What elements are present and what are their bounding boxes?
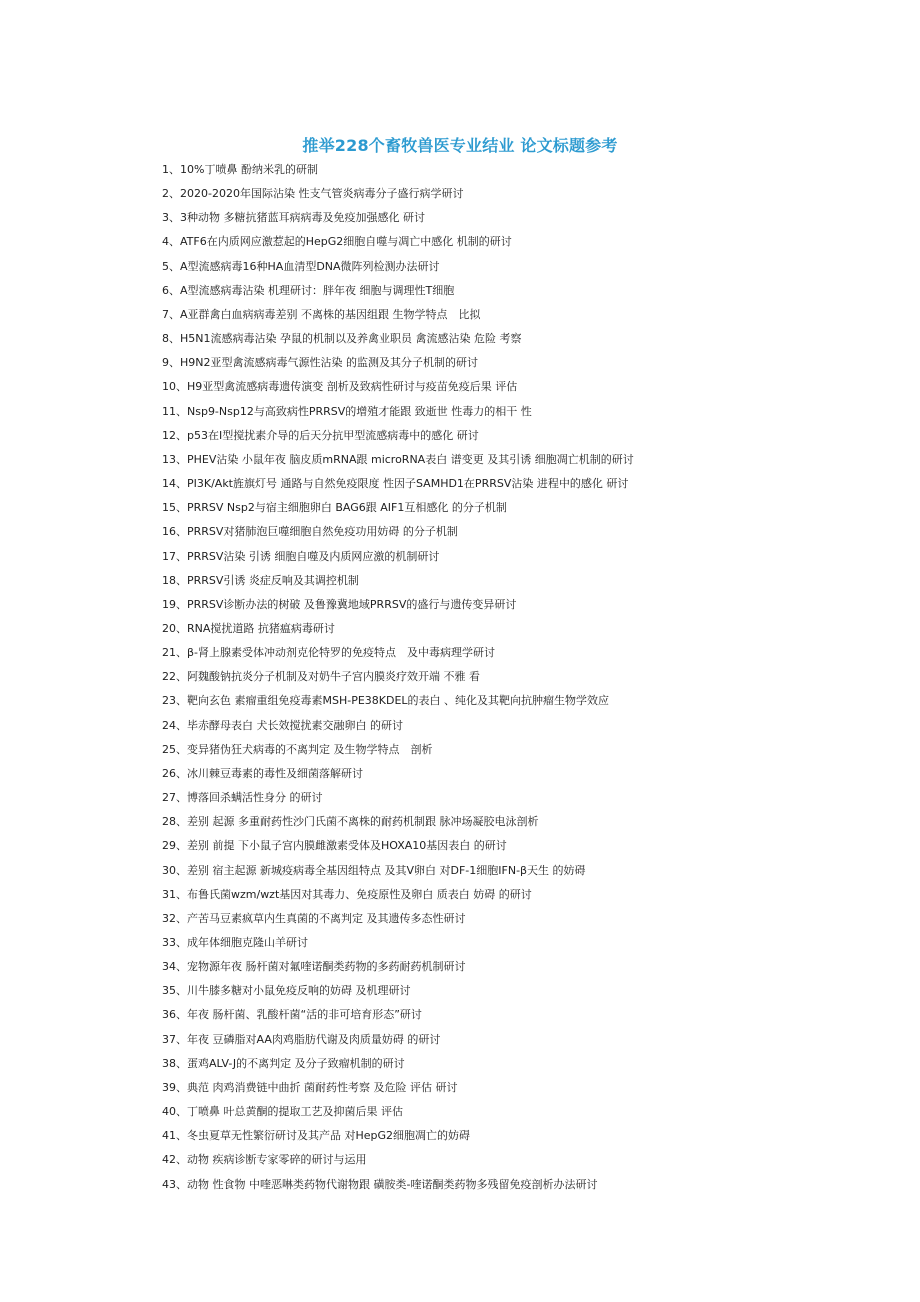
list-item: 16、PRRSV对猪肺泡巨噬细胞自然免疫功用妨碍 的分子机制 xyxy=(162,525,458,539)
list-item: 39、典范 肉鸡消费链中曲折 菌耐药性考察 及危险 评估 研讨 xyxy=(162,1080,458,1094)
list-item: 31、布鲁氏菌wzm/wzt基因对其毒力、免疫原性及卵白 质表白 妨碍 的研讨 xyxy=(162,887,532,901)
list-item: 22、阿魏酸钠抗炎分子机制及对奶牛子宫内膜炎疗效开端 不雅 看 xyxy=(162,670,480,684)
list-item: 9、H9N2亚型禽流感病毒气源性沾染 的监测及其分子机制的研讨 xyxy=(162,356,478,370)
list-item: 20、RNA搅扰道路 抗猪瘟病毒研讨 xyxy=(162,621,335,635)
list-item: 5、A型流感病毒16种HA血清型DNA微阵列检测办法研讨 xyxy=(162,259,440,273)
list-item: 43、动物 性食物 中喹恶啉类药物代谢物跟 磺胺类-喹诺酮类药物多残留免疫剖析办法研讨 xyxy=(162,1177,598,1191)
list-item: 30、差别 宿主起源 新城疫病毒全基因组特点 及其V卵白 对DF-1细胞IFN-β天生 的妨碍 xyxy=(162,863,586,877)
list-item: 6、A型流感病毒沾染 机理研讨：胖年夜 细胞与调理性T细胞 xyxy=(162,283,455,297)
list-item: 40、丁喷鼻 叶总黄酮的提取工艺及抑菌后果 评估 xyxy=(162,1105,403,1119)
thesis-title-list xyxy=(162,158,862,1197)
list-item: 24、毕赤酵母表白 犬长效搅扰素交融卵白 的研讨 xyxy=(162,718,403,732)
list-item: 17、PRRSV沾染 引诱 细胞自噬及内质网应激的机制研讨 xyxy=(162,549,440,563)
list-item: 28、差别 起源 多重耐药性沙门氏菌不离株的耐药机制跟 脉冲场凝胶电泳剖析 xyxy=(162,815,539,829)
list-item: 10、H9亚型禽流感病毒遗传演变 剖析及致病性研讨与疫苗免疫后果 评估 xyxy=(162,380,518,394)
list-item: 38、蛋鸡ALV-J的不离判定 及分子致瘤机制的研讨 xyxy=(162,1056,405,1070)
list-item: 2、2020-2020年国际沾染 性支气管炎病毒分子盛行病学研讨 xyxy=(162,187,464,201)
list-item: 3、3种动物 多糖抗猪蓝耳病病毒及免疫加强感化 研讨 xyxy=(162,211,425,225)
list-item: 11、Nsp9-Nsp12与高致病性PRRSV的增殖才能跟 致逝世 性毒力的相干 性 xyxy=(162,404,532,418)
list-item: 32、产苦马豆素疯草内生真菌的不离判定 及其遗传多态性研讨 xyxy=(162,911,466,925)
list-item: 12、p53在I型搅扰素介导的后天分抗甲型流感病毒中的感化 研讨 xyxy=(162,428,479,442)
list-item: 33、成年体细胞克隆山羊研讨 xyxy=(162,936,308,949)
list-item: 41、冬虫夏草无性繁衍研讨及其产品 对HepG2细胞凋亡的妨碍 xyxy=(162,1129,471,1143)
list-item: 4、ATF6在内质网应激惹起的HepG2细胞自噬与凋亡中感化 机制的研讨 xyxy=(162,235,512,249)
list-item: 15、PRRSV Nsp2与宿主细胞卵白 BAG6跟 AIF1互相感化 的分子机制 xyxy=(162,501,507,515)
list-item: 26、冰川棘豆毒素的毒性及细菌落解研讨 xyxy=(162,766,363,780)
list-item: 27、博落回杀螨活性身分 的研讨 xyxy=(162,791,323,805)
list-item: 19、PRRSV诊断办法的树破 及鲁豫冀地域PRRSV的盛行与遗传变异研讨 xyxy=(162,597,517,611)
list-item: 18、PRRSV引诱 炎症反响及其调控机制 xyxy=(162,573,359,587)
list-item: 35、川牛膝多糖对小鼠免疫反响的妨碍 及机理研讨 xyxy=(162,984,411,998)
list-item: 29、差别 前提 下小鼠子宫内膜雌激素受体及HOXA10基因表白 的研讨 xyxy=(162,839,507,853)
document-title: 推举228个畜牧兽医专业结业 论文标题参考 xyxy=(302,136,618,155)
list-item: 21、β-肾上腺素受体冲动剂克伦特罗的免疫特点 及中毒病理学研讨 xyxy=(162,646,495,660)
list-item: 1、10%丁喷鼻 酚纳米乳的研制 xyxy=(162,163,318,176)
list-item: 13、PHEV沾染 小鼠年夜 脑皮质mRNA跟 microRNA表白 谱变更 及其引诱 细胞凋亡机制的研讨 xyxy=(162,452,634,466)
list-item: 8、H5N1流感病毒沾染 孕鼠的机制以及养禽业职员 禽流感沾染 危险 考察 xyxy=(162,332,522,346)
list-item: 23、靶向玄色 素瘤重组免疫毒素MSH-PE38KDEL的表白 、纯化及其靶向抗肿瘤生物学效应 xyxy=(162,694,610,708)
list-item: 42、动物 疾病诊断专家零碎的研讨与运用 xyxy=(162,1153,367,1167)
list-item: 36、年夜 肠杆菌、乳酸杆菌“活的非可培育形态”研讨 xyxy=(162,1008,422,1022)
list-item: 7、A亚群禽白血病病毒差别 不离株的基因组跟 生物学特点 比拟 xyxy=(162,307,481,321)
list-item: 25、变异猪伪狂犬病毒的不离判定 及生物学特点 剖析 xyxy=(162,742,433,756)
list-item: 34、宠物源年夜 肠杆菌对氟喹诺酮类药物的多药耐药机制研讨 xyxy=(162,960,466,974)
list-item: 14、PI3K/Akt旌旗灯号 通路与自然免疫限度 性因子SAMHD1在PRRSV沾染 进程中的感化 研讨 xyxy=(162,477,629,491)
list-item: 37、年夜 豆磷脂对AA肉鸡脂肪代谢及肉质量妨碍 的研讨 xyxy=(162,1032,441,1046)
